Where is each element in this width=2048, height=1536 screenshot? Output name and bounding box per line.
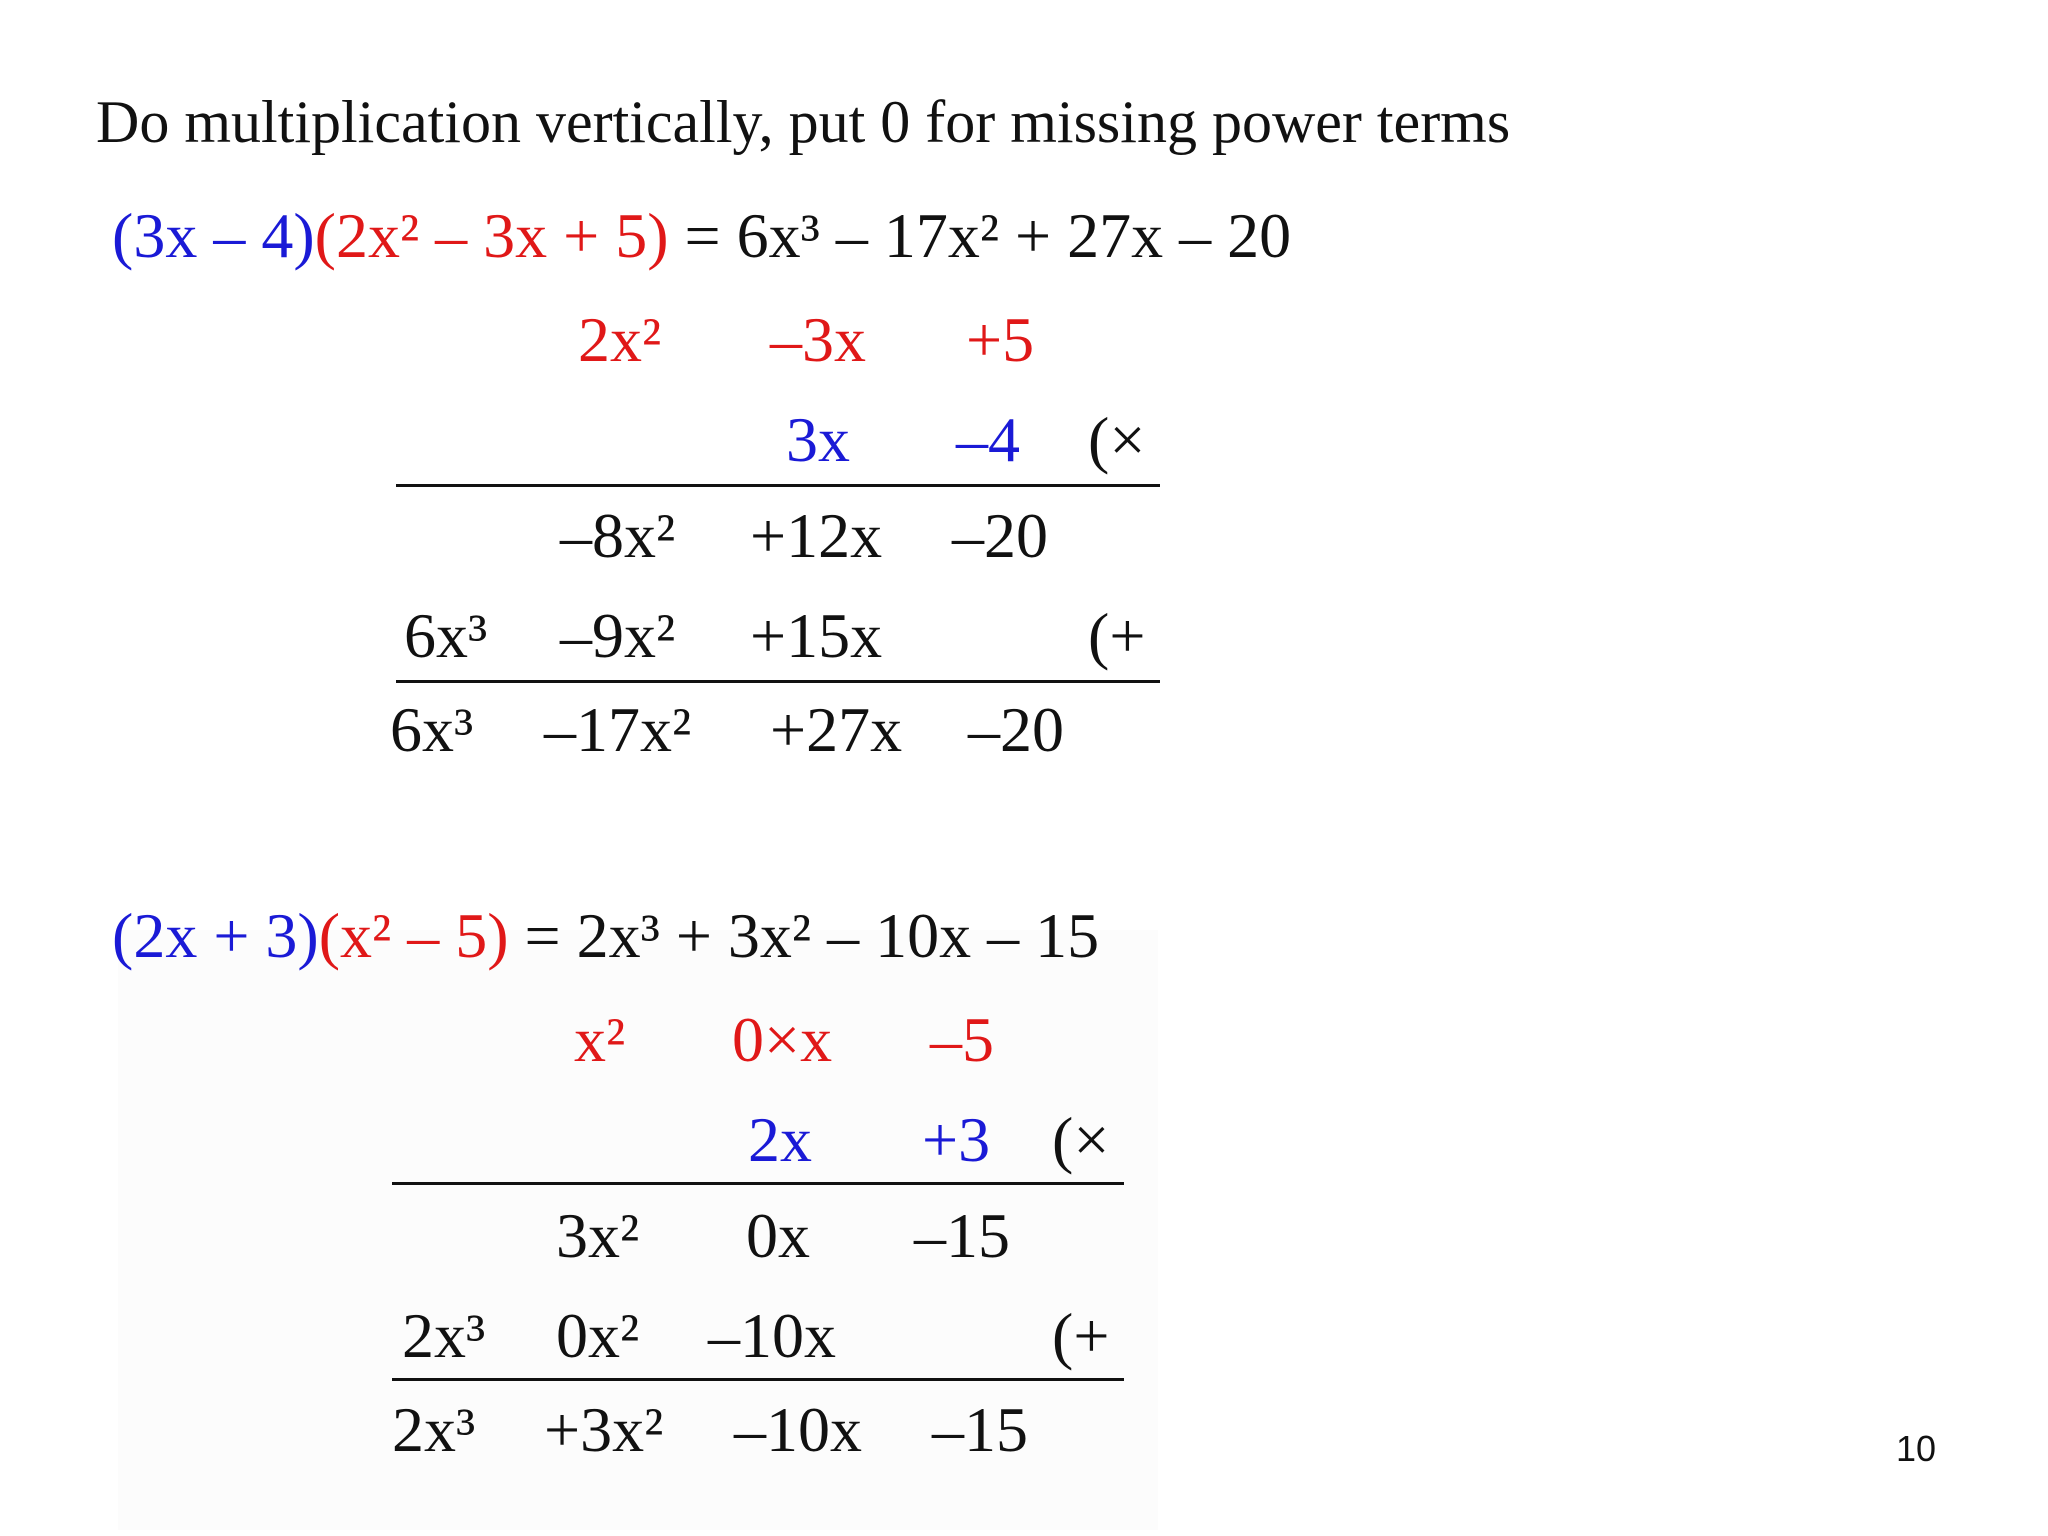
example2-factor1: (2x + 3) <box>112 900 319 971</box>
ex1-partial1-term1: –8x² <box>560 500 676 571</box>
ex2-multiply-operator: (× <box>1052 1104 1110 1175</box>
ex2-multiplier-term2: +3 <box>922 1104 991 1175</box>
ex1-multiply-rule <box>396 484 1160 487</box>
example2-equation <box>112 900 1100 971</box>
ex2-partial1-term2: 0x <box>746 1200 810 1271</box>
example2-factor2: (x² – 5) <box>318 900 509 971</box>
ex2-sum-term3: –10x <box>734 1394 862 1465</box>
ex1-multiply-operator: (× <box>1088 404 1146 475</box>
ex1-multiplicand-term3: +5 <box>966 304 1035 375</box>
ex2-sum-rule <box>392 1378 1124 1381</box>
ex1-sum-term4: –20 <box>968 694 1064 765</box>
ex1-add-operator: (+ <box>1088 600 1146 671</box>
ex2-partial2-term3: –10x <box>708 1300 836 1371</box>
ex1-partial2-term3: +15x <box>750 600 883 671</box>
ex1-multiplier-term1: 3x <box>786 404 850 475</box>
ex2-multiplier-term1: 2x <box>748 1104 812 1175</box>
ex1-partial2-term1: 6x³ <box>404 600 488 671</box>
ex2-partial2-term2: 0x² <box>556 1300 640 1371</box>
ex1-sum-rule <box>396 680 1160 683</box>
ex1-multiplicand-term1: 2x² <box>578 304 662 375</box>
ex1-sum-term3: +27x <box>770 694 903 765</box>
slide-heading: Do multiplication vertically, put 0 for missing power terms <box>96 89 1511 155</box>
example1-result: = 6x³ – 17x² + 27x – 20 <box>684 200 1292 271</box>
ex1-multiplicand-term2: –3x <box>770 304 866 375</box>
ex2-partial1-term3: –15 <box>914 1200 1010 1271</box>
ex2-partial1-term1: 3x² <box>556 1200 640 1271</box>
example1-factor1: (3x – 4) <box>112 200 315 271</box>
ex1-partial1-term2: +12x <box>750 500 883 571</box>
ex2-multiply-rule <box>392 1182 1124 1185</box>
example2-result: = 2x³ + 3x² – 10x – 15 <box>524 900 1100 971</box>
ex1-partial1-term3: –20 <box>952 500 1048 571</box>
ex2-sum-term2: +3x² <box>544 1394 664 1465</box>
ex2-multiplicand-term2: 0×x <box>732 1004 833 1075</box>
ex1-sum-term2: –17x² <box>544 694 692 765</box>
ex1-partial2-term2: –9x² <box>560 600 676 671</box>
page-number: 10 <box>1896 1428 1937 1469</box>
ex2-sum-term4: –15 <box>932 1394 1028 1465</box>
ex1-multiplier-term2: –4 <box>956 404 1020 475</box>
ex2-multiplicand-term3: –5 <box>930 1004 994 1075</box>
example1-equation <box>112 200 1292 271</box>
ex2-sum-term1: 2x³ <box>392 1394 476 1465</box>
ex2-multiplicand-term1: x² <box>574 1004 626 1075</box>
example1-factor2: (2x² – 3x + 5) <box>314 200 669 271</box>
ex2-add-operator: (+ <box>1052 1300 1110 1371</box>
ex2-partial2-term1: 2x³ <box>402 1300 486 1371</box>
ex1-sum-term1: 6x³ <box>390 694 474 765</box>
